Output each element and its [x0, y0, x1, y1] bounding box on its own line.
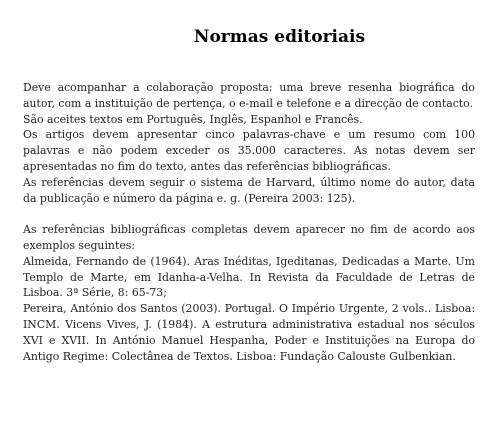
reference-example-almeida: Almeida, Fernando de (1964). Aras Inéditas, Igeditanas, Dedicadas a Marte. Um Templo de Marte, em Idanha-a-Velha. In Revista da Faculdade de Letras de Lisboa. 3ª Série, 8: 65-73; [23, 254, 475, 300]
paragraph-author-info: Deve acompanhar a colaboração proposta: uma breve resenha biográfica do autor, com a instituição de pertença, o e-mail e telefone e a direcção de contacto. [23, 81, 475, 110]
paragraph-references-intro: As referências bibliográficas completas devem aparecer no fim de acordo aos exemplos seguintes: [23, 223, 475, 252]
document-title: Normas editoriais [193, 27, 366, 47]
reference-example-pereira-vives: Pereira, António dos Santos (2003). Portugal. O Império Urgente, 2 vols.. Lisboa: INCM. Vicens Vives, J. (1984). A estrutura administrativa estadual nos séculos XVI e XVII. In António Manuel Hespanha, Poder e Instituições na Europa do Antigo Regime: Colectânea de Textos. Lisboa: Fundação Calouste Gulbenkian. [23, 302, 475, 363]
paragraph-languages: São aceites textos em Português, Inglês, Espanhol e Francês. [23, 112, 363, 126]
document-body [23, 80, 475, 364]
paragraph-citation-system: As referências devem seguir o sistema de Harvard, último nome do autor, data da publicação e número da página e. g. (Pereira 2003: 125). [23, 175, 475, 205]
paragraph-article-requirements: Os artigos devem apresentar cinco palavras-chave e um resumo com 100 palavras e não podem exceder os 35.000 caracteres. As notas devem ser apresentadas no fim do texto, antes das referências bibliográficas. [23, 128, 475, 173]
paragraph-gap [23, 206, 475, 222]
